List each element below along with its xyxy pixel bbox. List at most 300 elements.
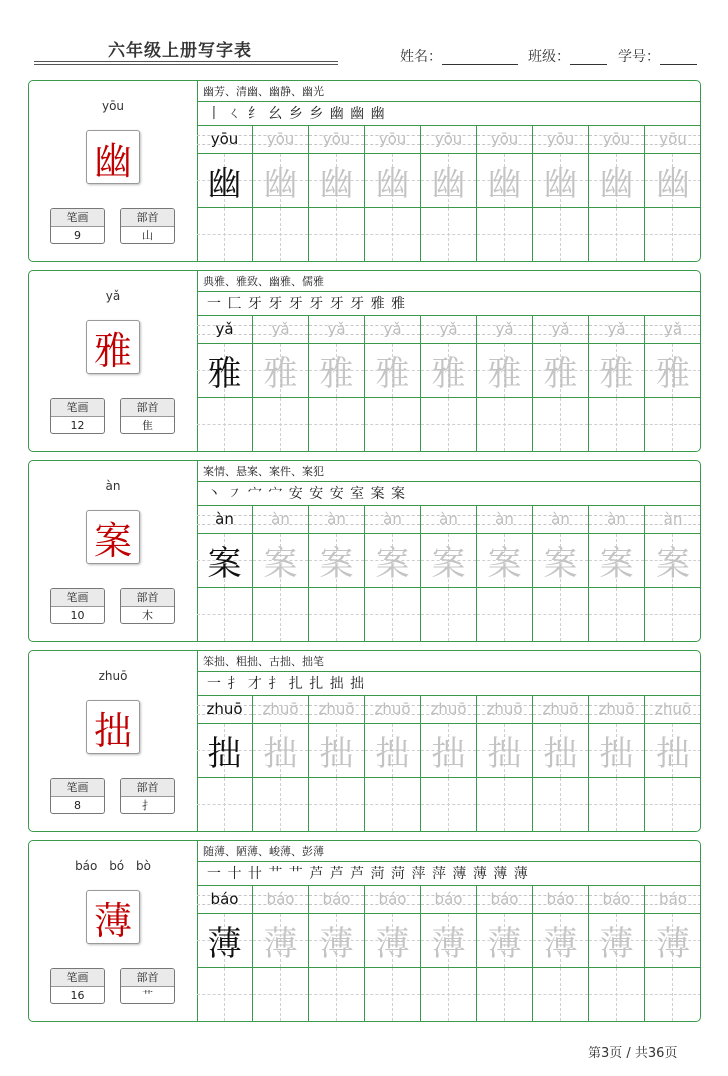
pinyin-cell[interactable] — [533, 126, 588, 154]
pinyin-trace: yǎ — [663, 320, 683, 338]
character-trace: 幽 — [599, 164, 634, 204]
character-cell[interactable] — [533, 724, 588, 778]
character-cell[interactable] — [645, 534, 701, 588]
practice-column — [645, 316, 701, 451]
blank-writing-cell[interactable] — [253, 208, 308, 261]
pinyin-trace: yōu — [378, 130, 407, 148]
blank-writing-cell[interactable] — [309, 968, 364, 1021]
character-cell[interactable] — [533, 154, 588, 208]
stroke-count-value: 10 — [70, 609, 85, 622]
pinyin-cell[interactable] — [309, 696, 364, 724]
pinyin-trace: zhuō — [374, 700, 411, 718]
character-display: 拙 — [86, 700, 140, 754]
student-id-field[interactable] — [660, 64, 697, 65]
character-pinyin: yōu — [101, 99, 125, 113]
blank-writing-cell[interactable] — [365, 778, 420, 831]
character-info-panel — [29, 81, 198, 261]
practice-column — [533, 316, 589, 451]
character-model: 雅 — [207, 354, 242, 394]
radical-box — [120, 968, 175, 1004]
pinyin-cell[interactable] — [589, 506, 644, 534]
radical-value: 山 — [142, 229, 153, 242]
character-pinyin: yǎ — [105, 289, 121, 303]
pinyin-trace: báo — [490, 890, 519, 908]
pinyin-cell[interactable] — [365, 506, 420, 534]
pinyin-trace: báo — [434, 890, 463, 908]
pinyin-cell[interactable] — [421, 506, 476, 534]
blank-writing-cell[interactable] — [421, 588, 476, 641]
pinyin-cell[interactable] — [645, 886, 701, 914]
blank-writing-cell[interactable] — [421, 968, 476, 1021]
character-card — [28, 270, 701, 452]
stroke-count-value: 12 — [70, 419, 85, 432]
pinyin-trace: báo — [266, 890, 295, 908]
character-cell[interactable] — [421, 724, 476, 778]
character-cell[interactable] — [365, 534, 420, 588]
character-trace: 案 — [599, 544, 634, 584]
character-trace: 雅 — [656, 354, 690, 394]
pinyin-cell[interactable] — [309, 506, 364, 534]
character-trace: 拙 — [263, 734, 298, 774]
character-cell[interactable] — [253, 534, 308, 588]
character-trace: 幽 — [375, 164, 410, 204]
pinyin-cell[interactable] — [589, 696, 644, 724]
name-label: 姓名： — [400, 49, 442, 65]
pinyin-cell[interactable] — [589, 886, 644, 914]
pinyin-cell[interactable] — [533, 886, 588, 914]
pinyin-cell[interactable] — [533, 696, 588, 724]
blank-writing-cell[interactable] — [197, 778, 252, 831]
name-field[interactable] — [442, 64, 518, 65]
character-trace: 幽 — [487, 164, 522, 204]
character-trace: 薄 — [263, 924, 298, 964]
character-cell[interactable] — [365, 914, 420, 968]
practice-column — [197, 126, 253, 261]
character-cell[interactable] — [645, 344, 701, 398]
character-trace: 雅 — [543, 354, 578, 394]
character-trace: 雅 — [375, 354, 410, 394]
practice-column — [309, 506, 365, 641]
character-cell[interactable] — [309, 914, 364, 968]
pinyin-trace: zhuō — [654, 700, 692, 718]
practice-column — [197, 886, 253, 1021]
character-cell[interactable] — [197, 154, 252, 208]
pinyin-trace: àn — [551, 510, 570, 528]
pinyin-cell[interactable] — [253, 696, 308, 724]
character-cell[interactable] — [365, 724, 420, 778]
character-pinyin: àn — [105, 479, 121, 493]
blank-writing-cell[interactable] — [253, 588, 308, 641]
pinyin-cell[interactable] — [197, 126, 252, 154]
pinyin-cell[interactable] — [253, 316, 308, 344]
character-trace: 幽 — [543, 164, 578, 204]
character-info-panel — [29, 651, 198, 831]
character-cell[interactable] — [589, 724, 644, 778]
stroke-count-label: 笔画 — [51, 969, 104, 987]
pinyin-cell[interactable] — [589, 126, 644, 154]
pinyin-cell[interactable] — [365, 316, 420, 344]
practice-column — [589, 506, 645, 641]
stroke-count-box — [50, 778, 105, 814]
character-card — [28, 840, 701, 1022]
pinyin-cell[interactable] — [421, 886, 476, 914]
pinyin-trace: yōu — [490, 130, 519, 148]
radical-label: 部首 — [121, 779, 174, 797]
practice-column — [253, 696, 309, 831]
pinyin-cell[interactable] — [309, 316, 364, 344]
character-model: 拙 — [207, 734, 242, 774]
character-cell[interactable] — [365, 154, 420, 208]
blank-writing-cell[interactable] — [589, 208, 644, 261]
character-trace: 案 — [543, 544, 578, 584]
practice-column — [421, 506, 477, 641]
stroke-order: 丶 ㇇ 宀 宀 安 安 安 室 案 案 — [197, 482, 701, 506]
practice-column — [365, 506, 421, 641]
blank-writing-cell[interactable] — [533, 968, 588, 1021]
blank-writing-cell[interactable] — [645, 208, 701, 261]
blank-writing-cell[interactable] — [589, 778, 644, 831]
character-cell[interactable] — [645, 724, 701, 778]
pinyin-trace: yōu — [659, 130, 687, 148]
character-trace: 拙 — [599, 734, 634, 774]
blank-writing-cell[interactable] — [365, 208, 420, 261]
practice-column — [253, 316, 309, 451]
practice-column — [253, 886, 309, 1021]
pinyin-trace: báo — [659, 890, 687, 908]
writing-grid — [197, 506, 701, 641]
pinyin-trace: yǎ — [607, 320, 626, 338]
pinyin-cell[interactable] — [309, 886, 364, 914]
pinyin-trace: yōu — [434, 130, 463, 148]
practice-panel — [197, 841, 701, 1021]
pinyin-cell[interactable] — [197, 886, 252, 914]
character-cell[interactable] — [589, 914, 644, 968]
class-label: 班级： — [528, 49, 570, 65]
character-cell[interactable] — [253, 914, 308, 968]
blank-writing-cell[interactable] — [253, 398, 308, 451]
practice-column — [365, 696, 421, 831]
practice-column — [253, 126, 309, 261]
blank-writing-cell[interactable] — [533, 398, 588, 451]
pinyin-trace: àn — [663, 510, 683, 528]
practice-column — [533, 696, 589, 831]
practice-column — [421, 696, 477, 831]
example-words: 随薄、陋薄、峻薄、彭薄 — [197, 841, 701, 862]
pinyin-cell[interactable] — [477, 696, 532, 724]
character-cell[interactable] — [421, 914, 476, 968]
pinyin-trace: yōu — [322, 130, 351, 148]
blank-writing-cell[interactable] — [533, 778, 588, 831]
character-trace: 薄 — [599, 924, 634, 964]
pinyin-cell[interactable] — [533, 316, 588, 344]
blank-writing-cell[interactable] — [309, 208, 364, 261]
practice-column — [309, 696, 365, 831]
pinyin-cell[interactable] — [421, 126, 476, 154]
character-cell[interactable] — [365, 344, 420, 398]
pinyin-cell[interactable] — [253, 886, 308, 914]
character-info-panel — [29, 841, 198, 1021]
practice-column — [197, 316, 253, 451]
pinyin-model: zhuō — [206, 700, 243, 718]
blank-writing-cell[interactable] — [309, 398, 364, 451]
character-cell[interactable] — [477, 724, 532, 778]
blank-writing-cell[interactable] — [421, 208, 476, 261]
character-cell[interactable] — [477, 344, 532, 398]
character-cell[interactable] — [645, 914, 701, 968]
character-trace: 薄 — [319, 924, 354, 964]
character-trace: 幽 — [263, 164, 298, 204]
practice-column — [589, 316, 645, 451]
blank-writing-cell[interactable] — [477, 778, 532, 831]
practice-panel — [197, 461, 701, 641]
character-trace: 拙 — [375, 734, 410, 774]
practice-column — [589, 696, 645, 831]
practice-column — [309, 316, 365, 451]
blank-writing-cell[interactable] — [365, 398, 420, 451]
stroke-order: 一 十 卄 艹 艹 芦 芦 芦 菏 菏 萍 萍 薄 薄 薄 薄 — [197, 862, 701, 886]
character-trace: 案 — [375, 544, 410, 584]
character-cell[interactable] — [253, 724, 308, 778]
character-trace: 幽 — [431, 164, 466, 204]
practice-column — [477, 506, 533, 641]
character-cell[interactable] — [477, 534, 532, 588]
stroke-order: 一 扌 才 扌 扎 扎 拙 拙 — [197, 672, 701, 696]
pinyin-cell[interactable] — [645, 126, 701, 154]
character-trace: 雅 — [431, 354, 466, 394]
character-trace: 雅 — [599, 354, 634, 394]
radical-value: 扌 — [142, 799, 153, 812]
radical-value: 艹 — [142, 989, 153, 1002]
character-cell[interactable] — [309, 724, 364, 778]
practice-column — [197, 506, 253, 641]
character-trace: 案 — [263, 544, 298, 584]
pinyin-model: àn — [215, 510, 234, 528]
blank-writing-cell[interactable] — [421, 778, 476, 831]
practice-column — [365, 886, 421, 1021]
pinyin-cell[interactable] — [477, 506, 532, 534]
page-title: 六年级上册写字表 — [108, 41, 252, 61]
pinyin-trace: zhuō — [598, 700, 635, 718]
practice-column — [365, 126, 421, 261]
blank-writing-cell[interactable] — [477, 208, 532, 261]
pinyin-trace: báo — [378, 890, 407, 908]
practice-column — [309, 126, 365, 261]
example-words: 幽芳、清幽、幽静、幽光 — [197, 81, 701, 102]
character-cell[interactable] — [421, 154, 476, 208]
character-trace: 案 — [487, 544, 522, 584]
stroke-count-label: 笔画 — [51, 399, 104, 417]
radical-box — [120, 208, 175, 244]
character-model: 薄 — [207, 924, 242, 964]
radical-label: 部首 — [121, 589, 174, 607]
blank-writing-cell[interactable] — [645, 398, 701, 451]
pinyin-cell[interactable] — [365, 126, 420, 154]
practice-column — [533, 886, 589, 1021]
character-pinyin: zhuō — [98, 669, 128, 683]
class-field[interactable] — [570, 64, 607, 65]
character-cell[interactable] — [421, 344, 476, 398]
pinyin-cell[interactable] — [645, 696, 701, 724]
example-words: 典雅、雅致、幽雅、儒雅 — [197, 271, 701, 292]
practice-column — [477, 886, 533, 1021]
pinyin-cell[interactable] — [477, 886, 532, 914]
character-trace: 薄 — [656, 924, 690, 964]
character-trace: 雅 — [263, 354, 298, 394]
pinyin-cell[interactable] — [197, 506, 252, 534]
character-cell[interactable] — [197, 724, 252, 778]
practice-column — [477, 696, 533, 831]
character-model: 幽 — [207, 164, 242, 204]
character-cell[interactable] — [533, 344, 588, 398]
character-trace: 拙 — [543, 734, 578, 774]
blank-writing-cell[interactable] — [365, 968, 420, 1021]
character-info-panel — [29, 271, 198, 451]
stroke-count-box — [50, 968, 105, 1004]
pinyin-cell[interactable] — [533, 506, 588, 534]
blank-writing-cell[interactable] — [589, 968, 644, 1021]
blank-writing-cell[interactable] — [645, 588, 701, 641]
blank-writing-cell[interactable] — [197, 208, 252, 261]
stroke-count-value: 9 — [74, 229, 81, 242]
character-cell[interactable] — [309, 154, 364, 208]
blank-writing-cell[interactable] — [589, 398, 644, 451]
pinyin-trace: báo — [602, 890, 631, 908]
radical-box — [120, 778, 175, 814]
practice-column — [253, 506, 309, 641]
radical-box — [120, 588, 175, 624]
pinyin-model: yǎ — [215, 320, 234, 338]
blank-writing-cell[interactable] — [645, 778, 701, 831]
character-cell[interactable] — [197, 534, 252, 588]
character-trace: 薄 — [375, 924, 410, 964]
character-card — [28, 460, 701, 642]
stroke-count-box — [50, 208, 105, 244]
student-id-label: 学号： — [618, 49, 660, 65]
character-display: 雅 — [86, 320, 140, 374]
pinyin-cell[interactable] — [421, 696, 476, 724]
pinyin-cell[interactable] — [197, 316, 252, 344]
blank-writing-cell[interactable] — [477, 588, 532, 641]
character-card — [28, 650, 701, 832]
practice-panel — [197, 271, 701, 451]
blank-writing-cell[interactable] — [253, 968, 308, 1021]
character-cell[interactable] — [309, 344, 364, 398]
practice-column — [533, 126, 589, 261]
blank-writing-cell[interactable] — [533, 208, 588, 261]
writing-grid — [197, 696, 701, 831]
example-words: 笨拙、粗拙、古拙、拙笔 — [197, 651, 701, 672]
pinyin-cell[interactable] — [421, 316, 476, 344]
character-trace: 幽 — [319, 164, 354, 204]
pinyin-trace: zhuō — [542, 700, 579, 718]
pinyin-cell[interactable] — [477, 126, 532, 154]
blank-writing-cell[interactable] — [197, 398, 252, 451]
stroke-count-box — [50, 398, 105, 434]
stroke-count-value: 8 — [74, 799, 81, 812]
blank-writing-cell[interactable] — [645, 968, 701, 1021]
blank-writing-cell[interactable] — [309, 778, 364, 831]
pinyin-trace: báo — [546, 890, 575, 908]
character-trace: 幽 — [656, 164, 690, 204]
character-cell[interactable] — [309, 534, 364, 588]
pinyin-cell[interactable] — [589, 316, 644, 344]
pinyin-trace: yǎ — [551, 320, 570, 338]
practice-column — [589, 886, 645, 1021]
blank-writing-cell[interactable] — [477, 398, 532, 451]
character-cell[interactable] — [533, 534, 588, 588]
character-trace: 雅 — [319, 354, 354, 394]
pinyin-trace: zhuō — [318, 700, 355, 718]
blank-writing-cell[interactable] — [589, 588, 644, 641]
character-cell[interactable] — [197, 344, 252, 398]
blank-writing-cell[interactable] — [197, 588, 252, 641]
pinyin-model: báo — [210, 890, 239, 908]
blank-writing-cell[interactable] — [253, 778, 308, 831]
character-cell[interactable] — [477, 154, 532, 208]
character-cell[interactable] — [589, 154, 644, 208]
practice-column — [365, 316, 421, 451]
pinyin-trace: yǎ — [327, 320, 346, 338]
pinyin-trace: yōu — [266, 130, 295, 148]
radical-label: 部首 — [121, 209, 174, 227]
character-trace: 拙 — [656, 734, 690, 774]
practice-column — [533, 506, 589, 641]
pinyin-cell[interactable] — [477, 316, 532, 344]
character-info-panel — [29, 461, 198, 641]
blank-writing-cell[interactable] — [365, 588, 420, 641]
blank-writing-cell[interactable] — [421, 398, 476, 451]
character-display: 幽 — [86, 130, 140, 184]
character-cell[interactable] — [589, 344, 644, 398]
pinyin-cell[interactable] — [645, 316, 701, 344]
pinyin-trace: yǎ — [383, 320, 402, 338]
character-trace: 雅 — [487, 354, 522, 394]
pinyin-trace: àn — [327, 510, 346, 528]
pinyin-cell[interactable] — [253, 126, 308, 154]
blank-writing-cell[interactable] — [309, 588, 364, 641]
character-cell[interactable] — [589, 534, 644, 588]
character-cell[interactable] — [253, 154, 308, 208]
pinyin-cell[interactable] — [365, 886, 420, 914]
character-trace: 薄 — [431, 924, 466, 964]
pinyin-cell[interactable] — [253, 506, 308, 534]
character-cell[interactable] — [197, 914, 252, 968]
character-cell[interactable] — [533, 914, 588, 968]
pinyin-trace: zhuō — [430, 700, 467, 718]
blank-writing-cell[interactable] — [197, 968, 252, 1021]
radical-value: 木 — [142, 609, 153, 622]
pinyin-cell[interactable] — [645, 506, 701, 534]
page-header — [0, 0, 728, 80]
pinyin-cell[interactable] — [365, 696, 420, 724]
character-cell[interactable] — [253, 344, 308, 398]
stroke-order: 丨 ㄑ 纟 幺 乡 乡 幽 幽 幽 — [197, 102, 701, 126]
character-cell[interactable] — [421, 534, 476, 588]
pinyin-cell[interactable] — [197, 696, 252, 724]
pinyin-cell[interactable] — [309, 126, 364, 154]
practice-column — [645, 506, 701, 641]
character-trace: 拙 — [319, 734, 354, 774]
character-cell[interactable] — [645, 154, 701, 208]
practice-column — [421, 316, 477, 451]
character-cell[interactable] — [477, 914, 532, 968]
blank-writing-cell[interactable] — [533, 588, 588, 641]
practice-panel — [197, 81, 701, 261]
pinyin-trace: àn — [271, 510, 290, 528]
pinyin-trace: zhuō — [486, 700, 523, 718]
character-trace: 案 — [319, 544, 354, 584]
blank-writing-cell[interactable] — [477, 968, 532, 1021]
